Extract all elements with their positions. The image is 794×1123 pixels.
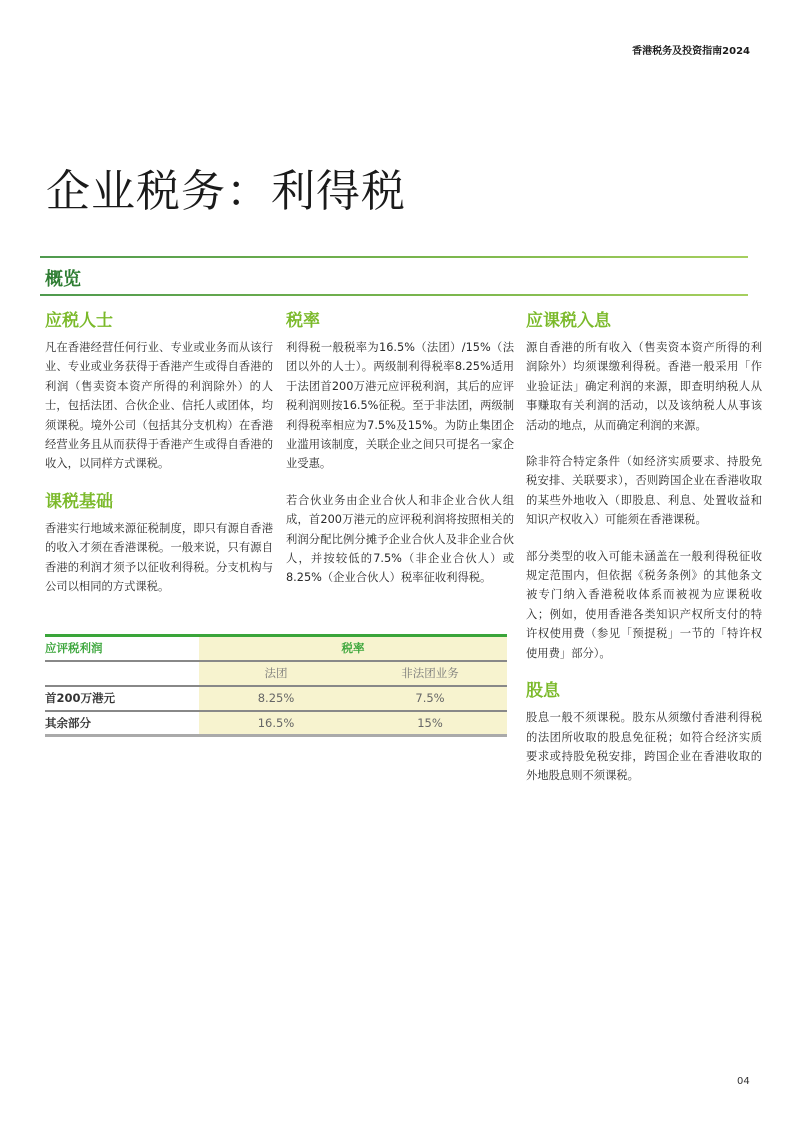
overview-rule-top bbox=[40, 256, 748, 258]
section-basis-of-taxation bbox=[45, 491, 273, 597]
column-left bbox=[45, 310, 273, 613]
table-row-label: 首200万港元 bbox=[45, 686, 199, 711]
section-heading: 课税基础 bbox=[45, 491, 113, 512]
table-subheader-row bbox=[45, 661, 507, 686]
table-row-label: 其余部分 bbox=[45, 711, 199, 736]
page-title: 企业税务：利得税 bbox=[46, 166, 406, 217]
section-taxable-income bbox=[526, 310, 762, 663]
table-header-tax-rate: 税率 bbox=[199, 636, 507, 661]
overview-title: 概览 bbox=[45, 269, 81, 290]
section-paragraph: 利得税一般税率为16.5%（法团）/15%（法团以外的人士）。两级制利得税率8.25%适用于法团首200万港元应评税利润，其后的应评税利润则按16.5%征税。至于非法团，两级制利得税率相应为7.5%及15%。为防止集团企业滥用该制度，关联企业之间只可提名一家企业受惠。 bbox=[286, 341, 514, 471]
section-paragraph: 部分类型的收入可能未涵盖在一般利得税征收规定范围内，但依据《税务条例》的其他条文被专门纳入香港税收体系而被视为应课税收入；例如，使用香港各类知识产权所支付的特许权使用费（参见「预提税」一节的「特许权使用费」部分）。 bbox=[526, 549, 762, 660]
table-subheader-empty bbox=[45, 661, 199, 686]
table-cell-corporate: 8.25% bbox=[199, 686, 353, 711]
page-number: 04 bbox=[737, 1076, 750, 1087]
section-heading: 应课税入息 bbox=[526, 311, 611, 331]
profits-tax-rate-table bbox=[45, 634, 507, 737]
section-paragraph: 源自香港的所有收入（售卖资本资产所得的利润除外）均须课缴利得税。香港一般采用「作业验证法」确定利润的来源，即查明纳税人从事赚取有关利润的活动，以及该纳税人从事该活动的地点，从而确定利润的来源。 bbox=[526, 341, 762, 432]
table-header-assessable-profits: 应评税利润 bbox=[45, 636, 199, 661]
column-right bbox=[526, 310, 762, 803]
overview-rule-bottom bbox=[40, 294, 748, 296]
section-dividends bbox=[526, 680, 762, 786]
section-paragraph: 除非符合特定条件（如经济实质要求、持股免税安排、关联要求），否则跨国企业在香港收取的某些外地收入（即股息、利息、处置收益和知识产权收入）可能须在香港课税。 bbox=[526, 455, 762, 527]
table-cell-unincorporated: 7.5% bbox=[353, 686, 507, 711]
table-subheader-corporate: 法团 bbox=[199, 661, 353, 686]
table-header-row bbox=[45, 636, 507, 661]
section-paragraph: 凡在香港经营任何行业、专业或业务而从该行业、专业或业务获得于香港产生或得自香港的利润（售卖资本资产所得的利润除外）的人士，包括法团、合伙企业、信托人或团体，均须课税。境外公司（包括其分支机构）在香港经营业务且从而获得于香港产生或得自香港的收入，以同样方式课税。 bbox=[45, 341, 273, 471]
section-taxable-persons bbox=[45, 310, 273, 474]
section-tax-rates bbox=[286, 310, 514, 588]
table-cell-corporate: 16.5% bbox=[199, 711, 353, 736]
table-row bbox=[45, 711, 507, 736]
column-middle bbox=[286, 310, 514, 605]
section-paragraph: 股息一般不须课税。股东从须缴付香港利得税的法团所收取的股息免征税；如符合经济实质要求或持股免税安排，跨国企业在香港收取的外地股息则不须课税。 bbox=[526, 711, 762, 783]
table-row bbox=[45, 686, 507, 711]
running-header: 香港税务及投资指南2024 bbox=[632, 46, 750, 57]
section-heading: 股息 bbox=[526, 681, 560, 702]
section-heading: 税率 bbox=[286, 311, 320, 331]
section-paragraph: 香港实行地域来源征税制度，即只有源自香港的收入才须在香港课税。一般来说，只有源自香港的利润才须予以征收利得税。分支机构与公司以相同的方式课税。 bbox=[45, 521, 273, 594]
section-heading: 应税人士 bbox=[45, 311, 113, 331]
table-subheader-unincorporated: 非法团业务 bbox=[353, 661, 507, 686]
table-cell-unincorporated: 15% bbox=[353, 711, 507, 736]
section-paragraph: 若合伙业务由企业合伙人和非企业合伙人组成，首200万港元的应评税利润将按照相关的利润分配比例分摊予企业合伙人及非企业合伙人，并按较低的7.5%（非企业合伙人）或8.25%（企业合伙人）税率征收利得税。 bbox=[286, 493, 514, 585]
